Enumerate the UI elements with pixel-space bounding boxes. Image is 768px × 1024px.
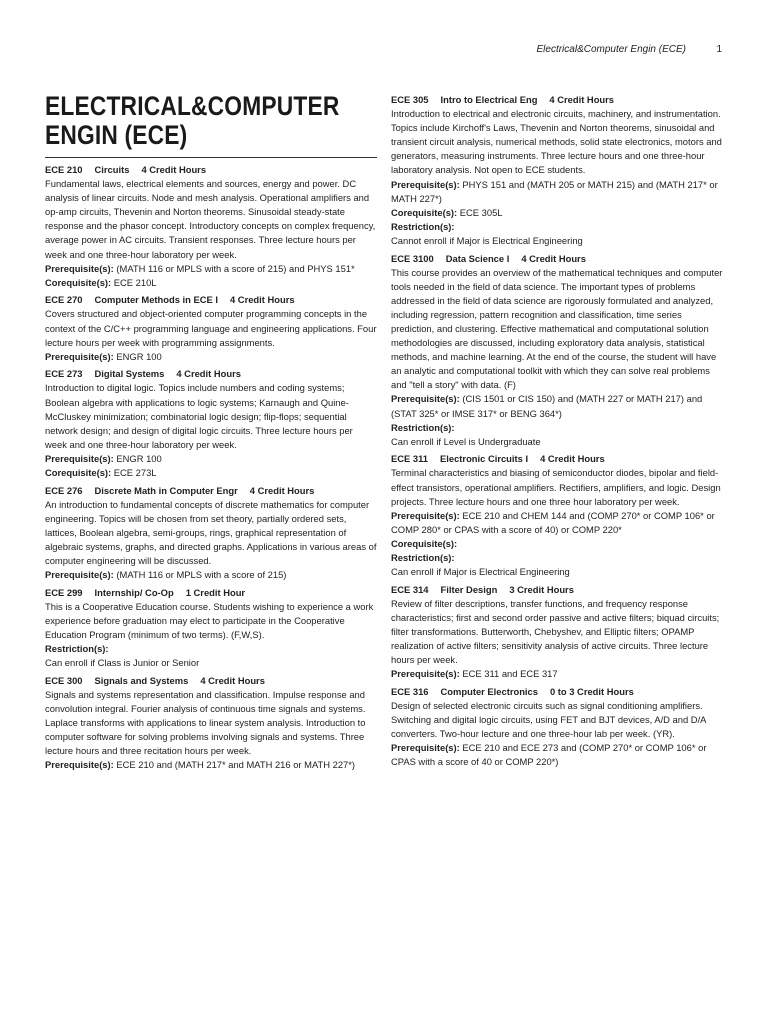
prerequisites <box>391 667 723 681</box>
prerequisites <box>45 262 377 276</box>
course-code: ECE 311 <box>391 453 429 465</box>
course-heading <box>391 93 723 107</box>
course-name: Electronic Circuits I <box>440 453 529 465</box>
right-column <box>391 93 723 773</box>
prerequisites-label: Prerequisite(s): <box>45 350 114 362</box>
course-heading <box>45 367 377 381</box>
prerequisites-value: ECE 311 and ECE 317 <box>462 668 558 680</box>
course-code: ECE 270 <box>45 294 83 306</box>
course-name: Computer Electronics <box>440 685 538 697</box>
course-ece-305 <box>391 93 723 248</box>
course-heading <box>391 685 723 699</box>
restrictions <box>45 642 377 656</box>
prerequisites-label: Prerequisite(s): <box>391 742 460 754</box>
restrictions-label: Restriction(s): <box>391 552 455 563</box>
restrictions-value: Can enroll if Level is Undergraduate <box>391 435 541 447</box>
prerequisites-label: Prerequisite(s): <box>45 569 114 581</box>
course-ece-273 <box>45 367 377 480</box>
course-code: ECE 299 <box>45 586 83 598</box>
course-description: Terminal characteristics and biasing of semiconductor diodes, bipolar and field-effect transistors, operational amplifiers. Rectifiers, amplifiers, and logic. Design projects. Three lecture hours and one three hour laboratory per week. <box>391 467 721 507</box>
prerequisites-label: Prerequisite(s): <box>391 668 460 680</box>
course-heading <box>45 293 377 307</box>
course-name: Digital Systems <box>94 368 165 380</box>
course-description: This course provides an overview of the mathematical techniques and computer tools needed in the field of data science. The important types of problems addressed in the field of data science are rigorously formulated and analyzed, including regression, pattern recognition and classification, time series prediction, and clustering. Effective mathematical and computational solution methodologies are discussed, including exploratory data analysis, statistical methods, and machine learning. At the end of the course, the student will have an analytic and computational toolkit with which they can solve real problems and "tell a story" with data. (F) <box>391 266 723 391</box>
restrictions-value: Cannot enroll if Major is Electrical Engineering <box>391 234 583 246</box>
course-credits: 4 Credit Hours <box>200 674 265 686</box>
course-ece-3100 <box>391 252 723 449</box>
course-ece-270 <box>45 293 377 363</box>
running-head-title: Electrical&Computer Engin (ECE) <box>536 44 686 55</box>
course-credits: 3 Credit Hours <box>509 583 574 595</box>
course-description: Review of filter descriptions, transfer functions, and frequency response characteristics; first and second order passive and active filters; biquad circuits; filter transformations. Butterworth, Chebyshev, and Elliptic filters; OPAMP realization of active filters; sensitivity analysis of active circuits. Three lecture hours per week. <box>391 597 720 666</box>
course-description: Covers structured and object-oriented computer programming concepts in the context of the C/C++ programming language and engineering applications. Four lecture hours per week with programming assignments. <box>45 308 377 348</box>
course-name: Discrete Math in Computer Engr <box>94 484 238 496</box>
course-ece-314 <box>391 583 723 682</box>
course-credits: 4 Credit Hours <box>521 252 586 264</box>
course-code: ECE 276 <box>45 484 83 496</box>
corequisites <box>45 466 377 480</box>
course-ece-210 <box>45 163 377 290</box>
prerequisites <box>45 758 377 772</box>
restrictions-label: Restriction(s): <box>45 643 109 655</box>
prerequisites-value: (CIS 1501 or CIS 150) and (MATH 227 or MATH 217) and (STAT 325* or IMSE 317* or BENG 364*) <box>391 393 703 419</box>
course-ece-311 <box>391 452 723 579</box>
course-name: Data Science I <box>445 252 510 264</box>
course-name: Intro to Electrical Eng <box>440 94 538 105</box>
course-credits: 1 Credit Hour <box>185 586 246 598</box>
prerequisites-value: ENGR 100 <box>116 350 162 362</box>
prerequisites-value: ENGR 100 <box>116 452 162 464</box>
course-code: ECE 314 <box>391 583 429 595</box>
restrictions-value: Can enroll if Major is Electrical Engineering <box>391 566 570 578</box>
course-heading <box>45 586 377 600</box>
prerequisites-label: Prerequisite(s): <box>391 393 460 405</box>
course-ece-300 <box>45 674 377 773</box>
course-code: ECE 210 <box>45 164 83 175</box>
course-credits: 0 to 3 Credit Hours <box>549 685 634 697</box>
course-code: ECE 305 <box>391 94 429 105</box>
prerequisites-value: ECE 210 and CHEM 144 and (COMP 270* or COMP 106* or COMP 280* or CPAS with a score of 40) or COMP 220* <box>391 509 715 535</box>
prerequisites-value: ECE 210 and ECE 273 and (COMP 270* or COMP 106* or CPAS with a score of 40 or COMP 220*) <box>391 742 707 768</box>
prerequisites-label: Prerequisite(s): <box>45 452 114 464</box>
course-name: Computer Methods in ECE I <box>94 294 218 306</box>
prerequisites <box>391 741 723 769</box>
restrictions-value: Can enroll if Class is Junior or Senior <box>45 657 200 669</box>
prerequisites <box>391 178 723 206</box>
prerequisites <box>45 568 377 582</box>
course-description: This is a Cooperative Education course. Students wishing to experience a work experience before graduation may elect to participate in the Cooperative Education Program (minimum of two terms). (F,W,S). <box>45 600 374 640</box>
prerequisites <box>391 392 723 420</box>
restrictions <box>391 220 723 234</box>
course-credits: 4 Credit Hours <box>141 164 207 175</box>
prerequisites-label: Prerequisite(s): <box>45 759 114 771</box>
course-credits: 4 Credit Hours <box>249 484 315 496</box>
restrictions <box>391 421 723 435</box>
course-name: Signals and Systems <box>94 674 189 686</box>
prerequisites-value: PHYS 151 and (MATH 205 or MATH 215) and (MATH 217* or MATH 227*) <box>391 178 718 204</box>
corequisites-value: ECE 273L <box>113 466 157 478</box>
left-column <box>45 92 377 776</box>
course-description: Signals and systems representation and classification. Impulse response and convolution integral. Fourier analysis of continuous time signals and systems. Laplace transforms with applications to linear system analysis. Introduction to computer software for solving problems involving signals and systems. Three lecture hours and three recitation hours per week. <box>45 688 366 757</box>
title-divider <box>45 157 377 158</box>
page-title-line-2: ENGIN (ECE) <box>45 120 188 150</box>
course-heading <box>391 583 723 597</box>
prerequisites <box>45 350 377 364</box>
course-credits: 4 Credit Hours <box>540 453 605 465</box>
course-heading <box>391 252 723 266</box>
course-credits: 4 Credit Hours <box>176 368 241 380</box>
prerequisites-value: (MATH 116 or MPLS with a score of 215) <box>116 569 287 581</box>
course-description: Design of selected electronic circuits such as signal conditioning amplifiers. Switching and digital logic circuits, using FET and BJT devices, A/D and D/A converters. Two-hour lecture and one three-hour lab per week. (YR). <box>391 699 706 740</box>
page-title <box>45 92 372 150</box>
page-number: 1 <box>716 44 722 55</box>
course-description: Introduction to electrical and electronic circuits, machinery, and instrumentation. Topics include Kirchoff's Laws, Thevenin and Norton theorems, sinusoidal and transient circuit analysis, numerical methods, solid state electronics, motors and generators, measuring instruments. Three lecture hours and one three-hour laboratory analysis. Not open to ECE students. <box>391 108 722 176</box>
prerequisites-label: Prerequisite(s): <box>45 262 114 274</box>
corequisites <box>391 206 723 220</box>
restrictions <box>391 551 723 565</box>
course-code: ECE 3100 <box>391 252 434 264</box>
course-ece-316 <box>391 685 723 770</box>
course-credits: 4 Credit Hours <box>549 94 615 105</box>
corequisites <box>391 537 723 551</box>
course-ece-299 <box>45 586 377 671</box>
course-heading <box>45 484 377 498</box>
corequisites-value: ECE 210L <box>113 276 157 288</box>
corequisites-label: Corequisite(s): <box>45 276 112 288</box>
course-heading <box>45 674 377 688</box>
course-code: ECE 300 <box>45 674 83 686</box>
course-code: ECE 273 <box>45 368 83 380</box>
corequisites-value: ECE 305L <box>459 206 503 218</box>
restrictions-label: Restriction(s): <box>391 220 455 232</box>
prerequisites <box>45 452 377 466</box>
prerequisites <box>391 509 723 537</box>
page-title-line-1: ELECTRICAL&COMPUTER <box>45 91 340 121</box>
course-description: Fundamental laws, electrical elements and sources, energy and power. DC analysis of linear circuits. Node and mesh analysis. Operational amplifiers and op-amp circuits, Thevenin and Norton theorems. Sinusoidal steady-state response and the phasor concept. Introductory concepts on complex frequency, average power in AC circuits. Transient responses. Three lecture hours per week and one three-hour laboratory per week. <box>45 178 376 260</box>
course-heading <box>391 452 723 466</box>
course-description: An introduction to fundamental concepts of discrete mathematics for computer engineering. Topics will be chosen from set theory, partially ordered sets, lattices, Boolean algebra, semi-groups, rings, graphical representation of algebraic systems, graphs, and directed graphs. Applications in various areas of computer engineering will be discussed. <box>45 498 377 567</box>
course-name: Circuits <box>94 164 130 175</box>
prerequisites-value: (MATH 116 or MPLS with a score of 215) and PHYS 151* <box>116 262 355 274</box>
course-heading <box>45 163 377 177</box>
corequisites-label: Corequisite(s): <box>391 537 458 549</box>
corequisites-label: Corequisite(s): <box>391 206 458 218</box>
course-ece-276 <box>45 484 377 583</box>
course-code: ECE 316 <box>391 685 429 697</box>
course-description: Introduction to digital logic. Topics include numbers and coding systems; Boolean algebra with applications to logic systems; Karnaugh and Quine-McCluskey minimization; combinatorial logic design; flip-flops; sequential network design; and design of digital logic circuits. Three lecture hours per week and one three-hour laboratory per week. <box>45 382 353 450</box>
prerequisites-label: Prerequisite(s): <box>391 178 460 190</box>
prerequisites-label: Prerequisite(s): <box>391 509 460 521</box>
course-name: Filter Design <box>440 583 498 595</box>
prerequisites-value: ECE 210 and (MATH 217* and MATH 216 or MATH 227*) <box>116 759 356 771</box>
restrictions-label: Restriction(s): <box>391 421 455 433</box>
corequisites-label: Corequisite(s): <box>45 466 112 478</box>
course-name: Internship/ Co-Op <box>94 586 174 598</box>
corequisites <box>45 276 377 290</box>
course-credits: 4 Credit Hours <box>229 294 295 306</box>
running-head <box>0 44 768 58</box>
